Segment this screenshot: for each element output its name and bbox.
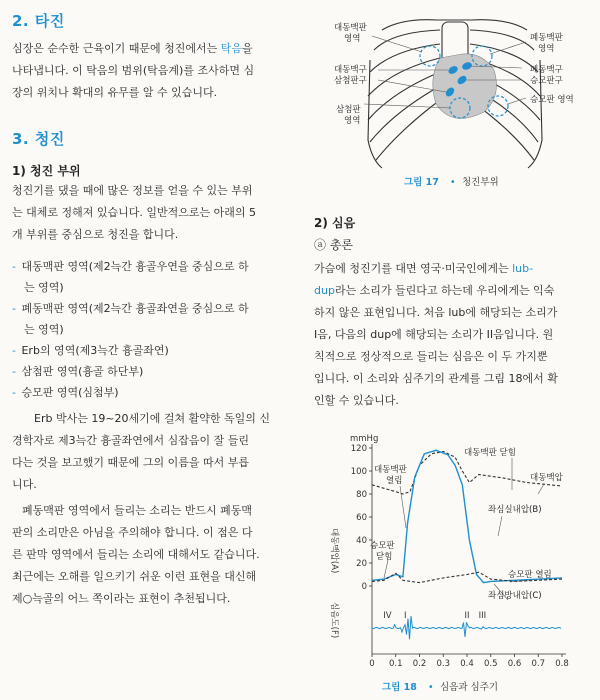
- annotation-leader: [498, 516, 502, 536]
- annotation-lv-pressure: 좌심실내압(B): [488, 505, 542, 515]
- list-item: - Erb의 영역(제3늑간 흉골좌연): [12, 344, 169, 357]
- sound-label: I: [403, 611, 407, 621]
- svg-text:•: •: [428, 682, 434, 693]
- label-tricuspid-port: 삼첨판구: [334, 76, 367, 86]
- subsection-title-sites: 1) 청진 부위: [12, 164, 81, 178]
- annotation-aortic-open-1: 대동맥판: [374, 465, 407, 475]
- y-tick-label: 100: [350, 467, 367, 477]
- auscultation-areas-list: [12, 256, 312, 403]
- x-tick-label: 0.7: [531, 659, 546, 669]
- figure-17-caption: [404, 176, 499, 188]
- x-tick-label: 0.8: [555, 659, 569, 669]
- annotation-mitral-open: 승모판 열림: [508, 570, 552, 580]
- label-tricuspid-area-2: 영역: [344, 116, 361, 126]
- annotation-aortic-open-2: 열림: [386, 476, 403, 486]
- x-tick-label: 0: [369, 659, 375, 669]
- y-tick-label: 120: [350, 444, 367, 454]
- annotation-aortic-pressure: 대동맥압: [530, 473, 563, 483]
- sound-label: IV: [383, 611, 392, 621]
- annotation-mitral-close-1: 승모판: [370, 541, 395, 551]
- x-tick-label: 0.3: [436, 659, 451, 669]
- label-aortic-area-2: 영역: [344, 34, 361, 44]
- x-tick-label: 0.1: [388, 659, 403, 669]
- label-aorta-port: 대동맥구: [334, 65, 367, 75]
- annotation-leader: [400, 486, 406, 528]
- figure-18-caption: [382, 681, 498, 693]
- label-pulmonic-area-1: 폐동맥판: [530, 33, 563, 43]
- svg-text:그림 17: 그림 17: [404, 177, 439, 188]
- x-tick-label: 0.5: [483, 659, 498, 669]
- list-item: 는 영역): [24, 323, 64, 336]
- y-axis-label-phono: 심음도(F): [329, 602, 339, 639]
- section-title-percussion: 2. 타진: [12, 12, 65, 30]
- percussion-paragraph: 심장은 순수한 근육이기 때문에 청진에서는 탁음을 나타냅니다. 이 탁음의 범위(탁음계)를 조사하면 심 장의 위치나 확대의 유무를 알 수 있습니다.: [12, 42, 255, 99]
- sites-paragraph: 청진기를 댔을 때에 많은 정보를 얻을 수 있는 부위 는 대체로 정해져 있습니다. 일반적으로는 아래의 5 개 부위를 중심으로 청진을 합니다.: [12, 184, 256, 241]
- list-item: 는 영역): [24, 281, 64, 294]
- heart-sounds-paragraph: 가슴에 청진기를 대면 영국·미국인에게는 lub- dup라는 소리가 들린다고 하는데 우리에게는 익숙 하지 않은 표현입니다. 처음 lub에 해당되는 소리가 I음, 다음의 dup에 해당되는 소리가 II음입니다. 원 칙적으로 정상적으로 들리는 심음은 이 두 가지뿐 입니다. 이 소리와 심주기의 관계를 그림 18에서 확 인할 수 있습니다.: [314, 262, 558, 407]
- svg-text:•: •: [450, 177, 456, 188]
- figure-17-chest-diagram: [312, 0, 600, 190]
- annotation-mitral-close-2: 닫힘: [376, 552, 393, 562]
- label-aortic-area-1: 대동맥판: [334, 23, 367, 33]
- y-tick-label: 20: [356, 559, 367, 569]
- list-item: - 폐동맥판 영역(제2늑간 흉골좌연을 중심으로 하: [12, 302, 249, 315]
- annotation-aortic-close: 대동맥판 닫힘: [464, 448, 516, 458]
- y-tick-label: 60: [356, 513, 367, 523]
- label-pulmonic-area-2: 영역: [538, 44, 555, 54]
- sound-label: III: [478, 611, 487, 621]
- section-title-auscultation: 3. 청진: [12, 130, 65, 148]
- note-paragraph: 폐동맥판 영역에서 들리는 소리는 반드시 폐동맥 판의 소리만은 아님을 주의해야 합니다. 이 점은 다 른 판막 영역에서 들리는 소리에 대해서도 같습니다. 최근에는 오해를 일으키기 쉬운 이런 표현을 대신해 제○늑골의 어느 쪽이라는 표현이 추천됩니다.: [12, 504, 260, 605]
- erb-paragraph: Erb 박사는 19~20세기에 걸쳐 활약한 독일의 신 경학자로 제3늑간 흉골좌연에서 심잡음이 잘 들린 다는 것을 보고했기 때문에 그의 이름을 따서 부릅 니다.: [12, 412, 271, 491]
- label-pulmonary-port: 폐동맥구: [530, 65, 563, 75]
- label-mitral-area: 승모판 영역: [530, 95, 574, 105]
- x-tick-label: 0.2: [412, 659, 427, 669]
- sound-label: II: [464, 611, 470, 621]
- annotation-leader: [538, 484, 544, 494]
- subsection-title-heart-sounds: 2) 심음: [314, 216, 356, 230]
- list-item: - 승모판 영역(심첨부): [12, 386, 119, 399]
- svg-text:심음과 심주기: 심음과 심주기: [440, 682, 499, 693]
- x-tick-label: 0.6: [507, 659, 522, 669]
- y-tick-label: 40: [356, 536, 367, 546]
- label-mitral-port: 승모판구: [530, 76, 563, 86]
- unit-label: mmHg: [350, 434, 379, 444]
- y-tick-label: 0: [361, 582, 367, 592]
- annotation-leader: [384, 560, 388, 578]
- label-tricuspid-area-1: 삼첨판: [336, 105, 361, 115]
- y-axis-label-pressure: 대동맥압(A): [329, 528, 339, 574]
- y-tick-label: 80: [356, 490, 367, 500]
- list-item: - 삼첨판 영역(흉골 하단부): [12, 365, 144, 378]
- subsection-title-overview: ⓐ 총론: [314, 238, 353, 252]
- x-tick-label: 0.4: [460, 659, 474, 669]
- figure-18-cardiac-cycle-chart: [312, 432, 600, 697]
- svg-text:청진부위: 청진부위: [462, 177, 499, 188]
- svg-text:그림 18: 그림 18: [382, 682, 417, 693]
- list-item: - 대동맥판 영역(제2늑간 흉골우연을 중심으로 하: [12, 260, 249, 273]
- annotation-la-pressure: 좌심방내압(C): [488, 591, 542, 601]
